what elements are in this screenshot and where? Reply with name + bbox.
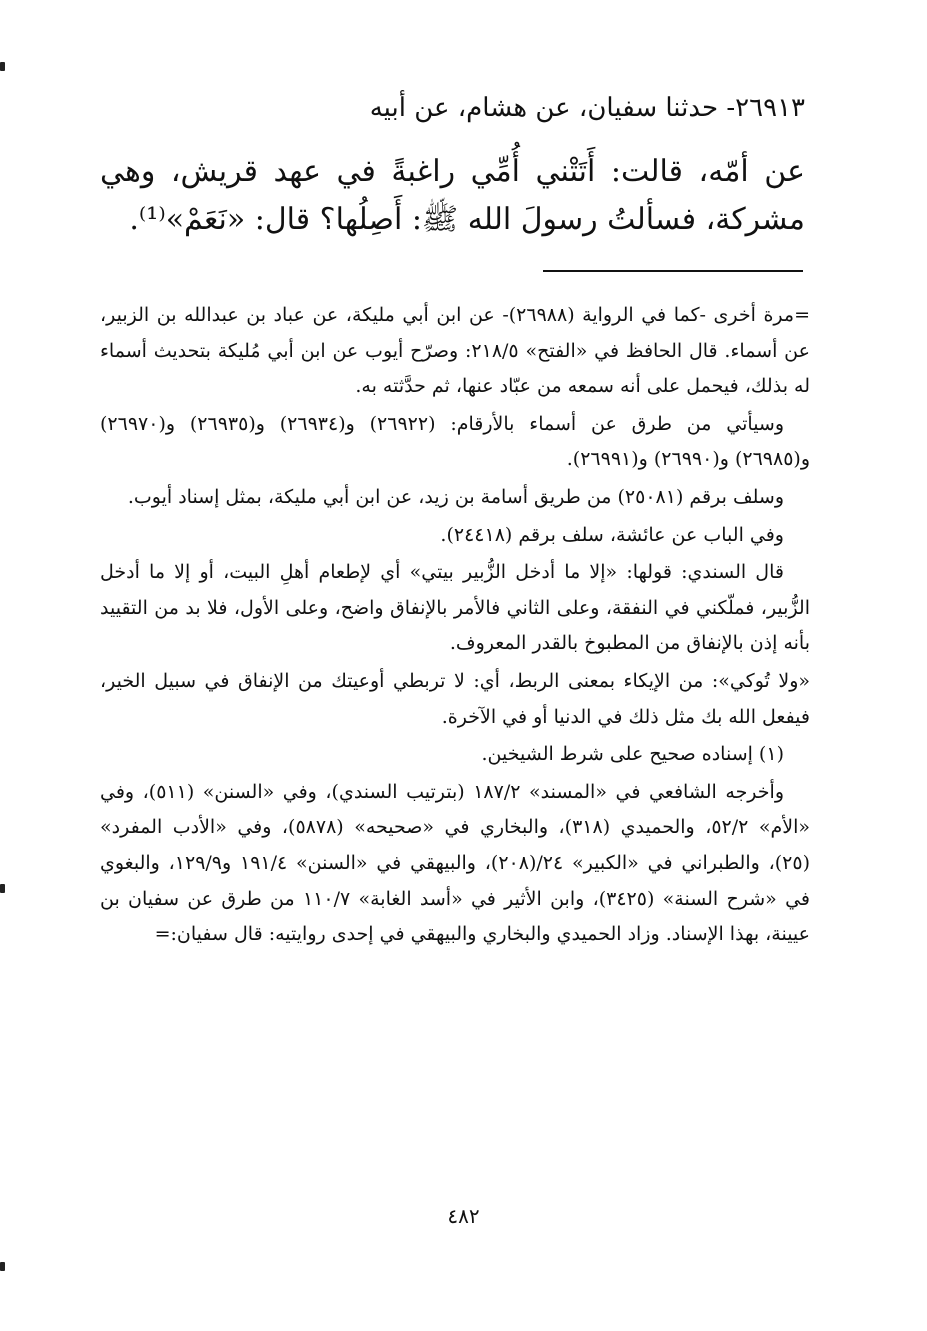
footnote-paragraph: (١) إسناده صحيح على شرط الشيخين. [481, 743, 784, 766]
footnotes [100, 298, 810, 955]
scan-edge-mark [0, 884, 5, 893]
footnote-paragraph: «ولا تُوكي»: من الإيكاء بمعنى الربط، أي: لا تربطي أوعيتك من الإنفاق في سبيل الخير، فيفعل الله بك مثل ذلك في الدنيا أو في الآخرة. [100, 669, 810, 728]
footnote-paragraph: قال السندي: قولها: «إلا ما أدخل الزُّبير بيتي» أي لإطعام أهلِ البيت، أو إلا ما أدخل الزُّبير، فملّكني في النفقة، وعلى الثاني فالأمر بالإنفاق واضح، وعلى الأول، فلا بد من التقييد بأنه إذن بالإنفاق من المطبوخ بالقدر المعروف. [100, 561, 810, 655]
scan-edge-mark [0, 62, 5, 71]
footnote-paragraph: وسيأتي من طرق عن أسماء بالأرقام: (٢٦٩٢٢) و(٢٦٩٣٤) و(٢٦٩٣٥) و(٢٦٩٧٠) و(٢٦٩٨٥) و(٢٦٩٩٠) و(٢٦٩٩١). [100, 412, 810, 471]
hadith-heading: ٢٦٩١٣- حدثنا سفيان، عن هشام، عن أبيه [369, 93, 805, 123]
hadith-text: عن أمّه، قالت: أَتَتْني أُمِّي راغبةً في عهد قريش، وهي مشركة، فسألتُ رسولَ الله ﷺ: أَصِلُها؟ قال: «نَعَمْ»⁽¹⁾. [100, 154, 805, 237]
footnote-paragraph: وأخرجه الشافعي في «المسند» ١٨٧/٢ (بترتيب السندي)، وفي «السنن» (٥١١)، وفي «الأم» ٥٢/٢، والحميدي (٣١٨)، والبخاري في «صحيحه» (٥٨٧٨)، وفي «الأدب المفرد» (٢٥)، والطبراني في «الكبير» ٢٤/(٢٠٨)، والبيهقي في «السنن» ١٩١/٤ و١٢٩/٩، والبغوي في «شرح السنة» (٣٤٢٥)، وابن الأثير في «أسد الغابة» ١١٠/٧ من طرق عن سفيان بن عيينة، بهذا الإسناد. وزاد الحميدي والبخاري والبيهقي في إحدى روايتيه: قال سفيان:= [100, 780, 811, 946]
footnote-paragraph: وفي الباب عن عائشة، سلف برقم (٢٤٤١٨). [440, 523, 784, 546]
footnote-paragraph: وسلف برقم (٢٥٠٨١) من طريق أسامة بن زيد، عن ابن أبي مليكة، بمثل إسناد أيوب. [127, 485, 784, 508]
footnote-separator [543, 270, 803, 272]
scan-edge-mark [0, 1262, 5, 1271]
page-number: ٤٨٢ [447, 1204, 480, 1228]
footnote-paragraph: =مرة أخرى -كما في الرواية (٢٦٩٨٨)- عن ابن أبي مليكة، عن عباد بن عبدالله بن الزبير، عن أسماء. قال الحافظ في «الفتح» ٢١٨/٥: وصرّح أيوب عن ابن أبي مُليكة بتحديث أسماء له بذلك، فيحمل على أنه سمعه من عبّاد عنها، ثم حدَّثته به. [100, 304, 810, 398]
